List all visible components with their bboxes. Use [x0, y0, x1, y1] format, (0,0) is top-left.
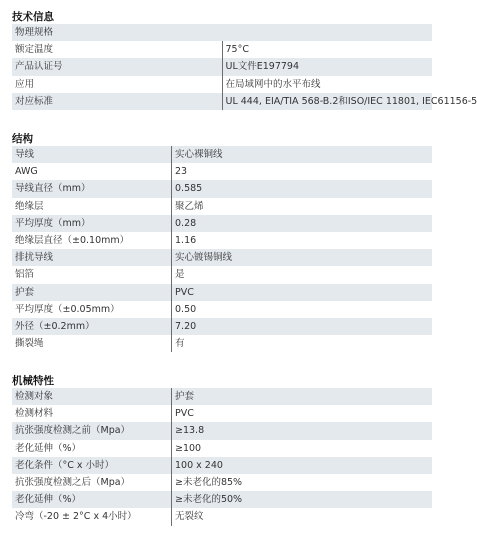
- row-value: 有: [172, 335, 433, 352]
- row-value: PVC: [172, 284, 433, 301]
- row-label: 平均厚度（mm）: [12, 215, 172, 232]
- table-row: [12, 215, 432, 232]
- row-value: 实心裸铜线: [172, 146, 433, 163]
- table-row: [12, 335, 432, 352]
- row-label: 老化延伸（%）: [12, 491, 172, 508]
- row-label: 抗张强度检测之后（Mpa）: [15, 477, 131, 489]
- row-value: 在局域网中的水平布线: [222, 76, 432, 93]
- row-value: 100 x 240: [172, 457, 433, 474]
- row-value: ≥13.8: [172, 422, 433, 439]
- row-label: 绝缘层: [15, 200, 44, 212]
- row-value: 1.16: [172, 232, 433, 249]
- section-title: 结构: [12, 133, 33, 145]
- row-label: 冷弯（-20 ± 2°C x 4小时）: [15, 511, 137, 523]
- table-row: [12, 457, 432, 474]
- table-row: [12, 388, 432, 405]
- row-label: 绝缘层直径（±0.10mm）: [15, 235, 130, 247]
- table-row: [12, 58, 432, 75]
- table-row: [12, 146, 432, 163]
- table-row: [12, 301, 432, 318]
- row-label: 排扰导线: [12, 249, 172, 266]
- row-value: UL 444, EIA/TIA 568-B.2和ISO/IEC 11801, IEC61156-5: [222, 93, 432, 110]
- row-value: 0.585: [172, 180, 433, 197]
- row-value: 0.28: [172, 215, 433, 232]
- section-mechanical: [12, 374, 432, 526]
- table-row: [12, 93, 432, 110]
- table-row: [12, 249, 432, 266]
- row-label: 外径（±0.2mm）: [12, 318, 172, 335]
- table-row: [12, 163, 432, 180]
- table-row: [12, 41, 432, 58]
- row-label: 老化条件（°C x 小时）: [12, 457, 172, 474]
- row-label: 老化延伸（%）: [15, 442, 82, 454]
- row-value: 23: [172, 163, 433, 180]
- row-value: ≥未老化的50%: [172, 491, 433, 508]
- spec-table: [12, 146, 432, 352]
- table-row: [12, 266, 432, 283]
- row-value: 实心镀锡铜线: [172, 249, 433, 266]
- section-tech-info: [12, 10, 477, 110]
- row-label: AWG: [15, 166, 38, 178]
- section-structure: [12, 132, 432, 352]
- table-row: [12, 198, 432, 215]
- spec-table: [12, 24, 477, 110]
- table-header-row: [12, 24, 432, 41]
- row-value: 7.20: [172, 318, 433, 335]
- row-label: 应用: [15, 78, 35, 90]
- row-value: 护套: [172, 388, 433, 405]
- table-row: [12, 422, 432, 439]
- row-label: 铝箔: [15, 269, 35, 281]
- table-row: [12, 232, 432, 249]
- row-label: 撕裂绳: [15, 338, 44, 350]
- row-value: 0.50: [172, 301, 433, 318]
- table-row: [12, 508, 432, 525]
- row-value: 无裂纹: [172, 508, 433, 525]
- row-label: 护套: [12, 284, 172, 301]
- row-label: 平均厚度（±0.05mm）: [15, 303, 120, 315]
- table-row: [12, 180, 432, 197]
- section-title: 机械特性: [12, 375, 54, 387]
- section-title: 技术信息: [12, 11, 54, 23]
- spec-table: [12, 388, 432, 526]
- row-label: 检测对象: [12, 388, 172, 405]
- row-label: 导线直径（mm）: [12, 180, 172, 197]
- table-row: [12, 76, 432, 93]
- row-label: 额定温度: [15, 44, 54, 56]
- row-value: PVC: [172, 405, 433, 422]
- row-label: 导线: [12, 146, 172, 163]
- row-label: 抗张强度检测之前（Mpa）: [12, 422, 172, 439]
- row-value: 聚乙烯: [172, 198, 433, 215]
- table-row: [12, 405, 432, 422]
- row-label: 产品认证号: [12, 58, 222, 75]
- row-value: 75°C: [222, 41, 432, 58]
- row-value: ≥100: [172, 440, 433, 457]
- table-row: [12, 474, 432, 491]
- table-row: [12, 284, 432, 301]
- row-value: ≥未老化的85%: [172, 474, 433, 491]
- table-header: 物理规格: [12, 24, 432, 41]
- row-value: 是: [172, 266, 433, 283]
- table-row: [12, 318, 432, 335]
- row-label: 检测材料: [15, 408, 54, 420]
- row-label: 对应标准: [12, 93, 222, 110]
- table-row: [12, 440, 432, 457]
- table-row: [12, 491, 432, 508]
- row-value: UL文件E197794: [222, 58, 432, 75]
